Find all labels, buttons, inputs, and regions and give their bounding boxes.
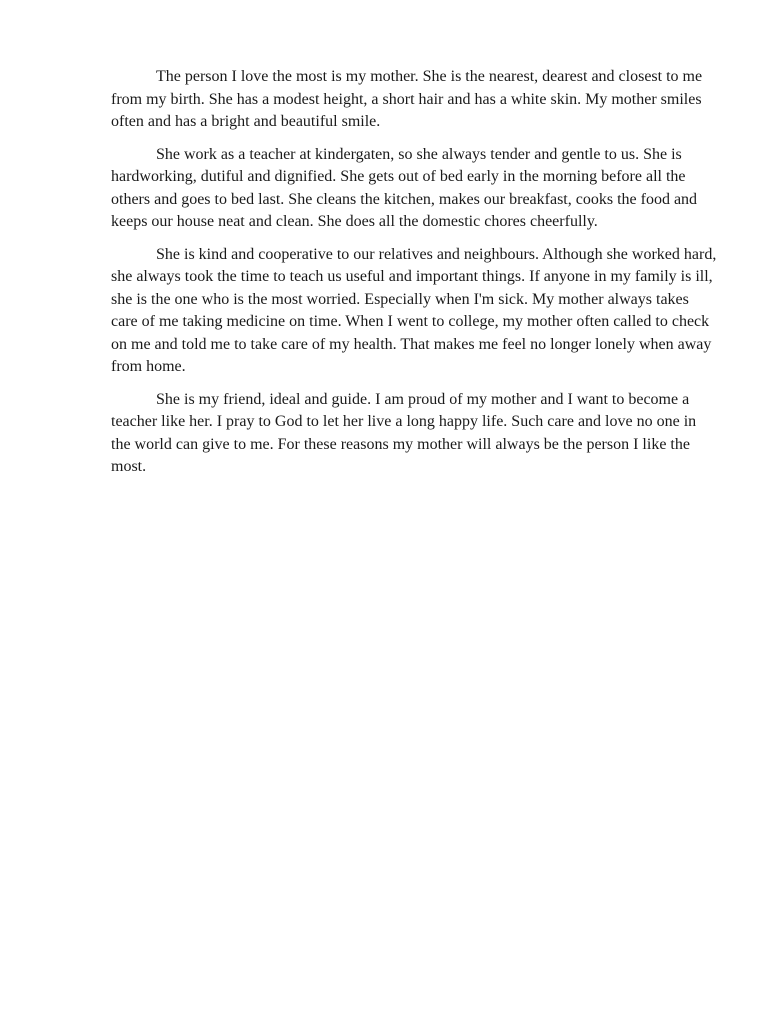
paragraph-3: She is kind and cooperative to our relatives and neighbours. Although she worked hard, she always took the time to teach us useful and important things. If anyone in my family is ill, she is the one who is the most worried. Especially when I'm sick. My mother always takes care of me taking medicine on time. When I went to college, my mother often called to check on me and told me to take care of my health. That makes me feel no longer lonely when away from home. (111, 245, 717, 375)
paragraph-4: She is my friend, ideal and guide. I am proud of my mother and I want to become a teacher like her. I pray to God to let her live a long happy life. Such care and love no one in the world can give to me. For these reasons my mother will always be the person I like the most. (111, 390, 697, 475)
paragraph-1: The person I love the most is my mother. She is the nearest, dearest and closest to me from my birth. She has a modest height, a short hair and has a white skin. My mother smiles often and has a bright and beautiful smile. (111, 68, 703, 130)
paragraph-2: She work as a teacher at kindergaten, so she always tender and gentle to us. She is hardworking, dutiful and dignified. She gets out of bed early in the morning before all the others and goes to bed last. She cleans the kitchen, makes our breakfast, cooks the food and keeps our house neat and clean. She does all the domestic chores cheerfully. (111, 145, 698, 230)
document-page (111, 66, 719, 489)
